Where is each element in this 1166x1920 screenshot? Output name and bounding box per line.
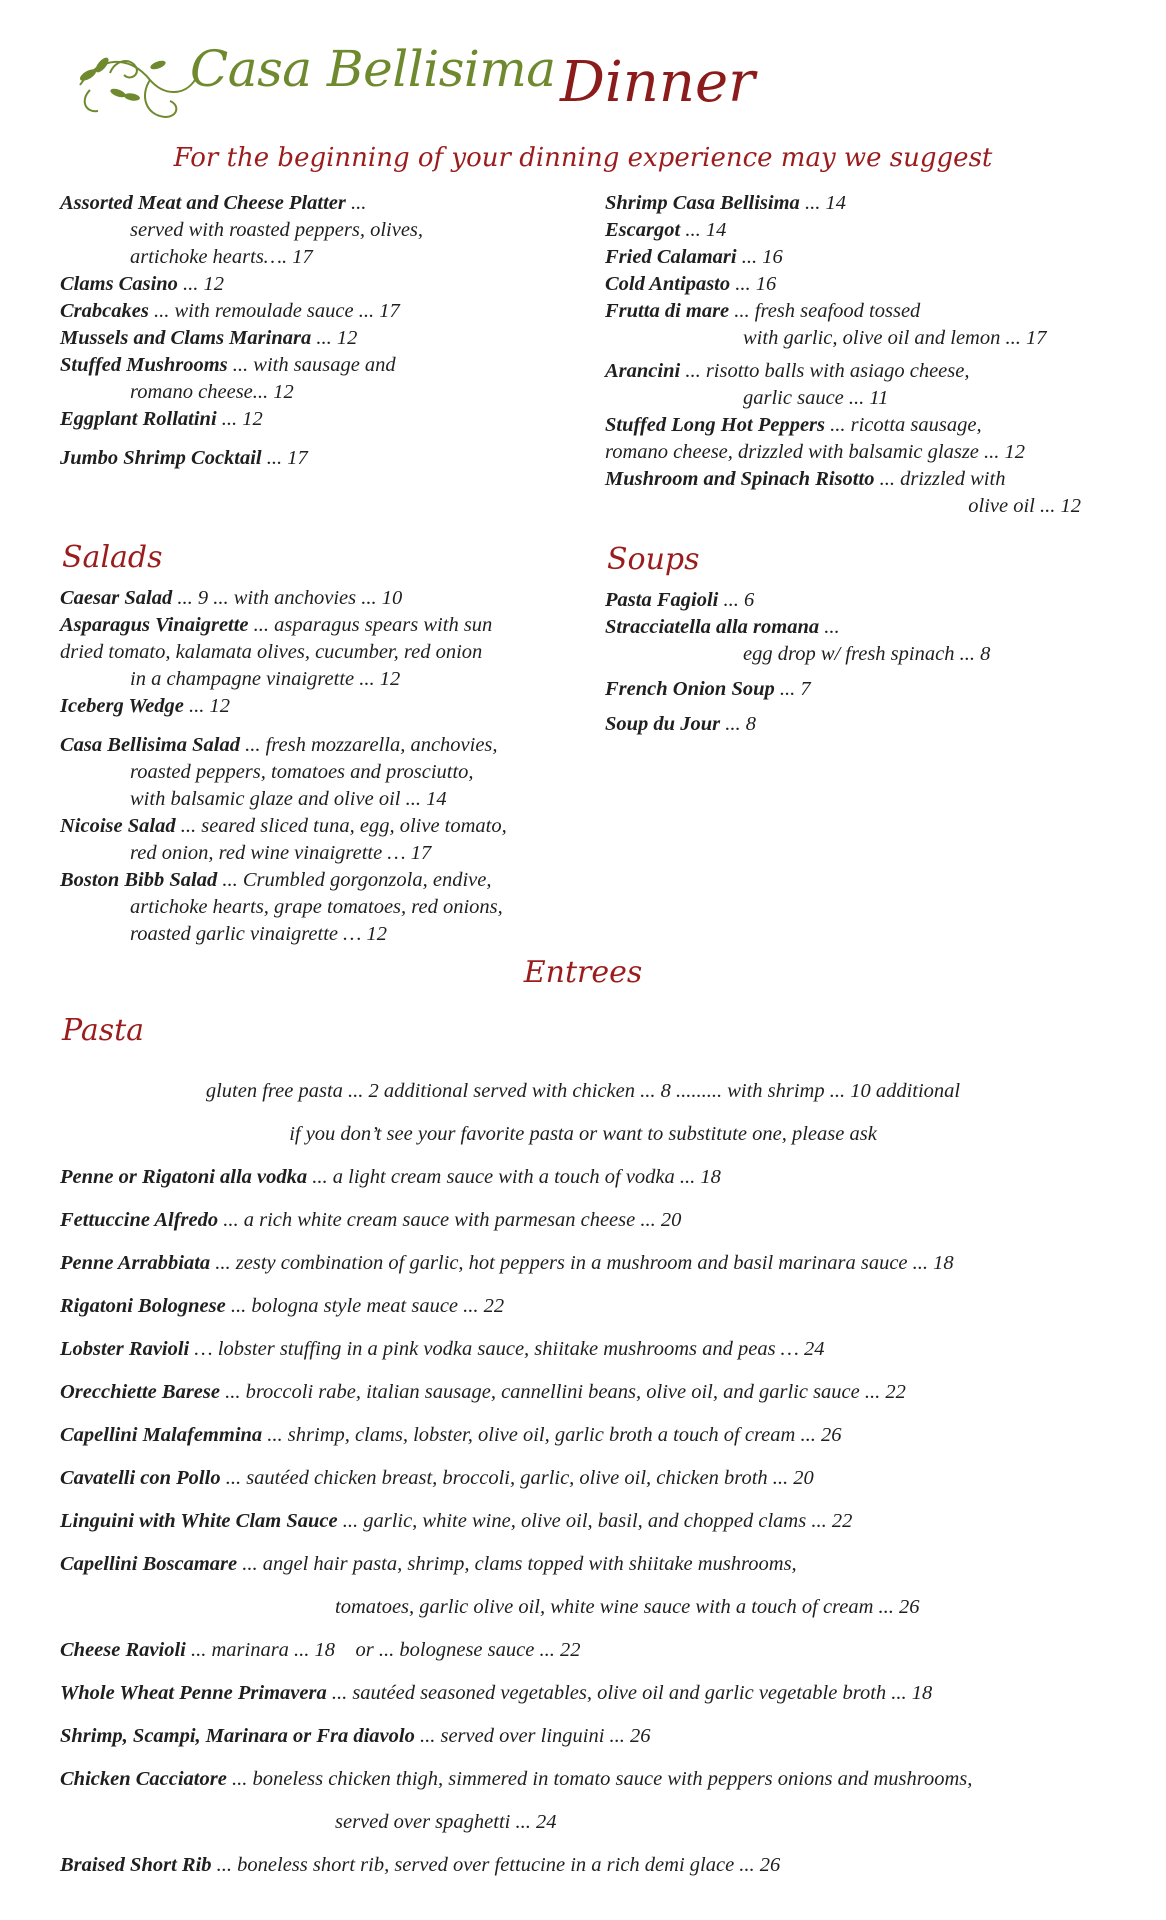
item-name: Boston Bibb Salad xyxy=(60,869,218,891)
item-name: Whole Wheat Penne Primavera xyxy=(60,1682,327,1704)
list-item: Penne or Rigatoni alla vodka ... a light cream sauce with a touch of vodka ... 18 xyxy=(60,1166,721,1188)
list-item: Stuffed Long Hot Peppers ... ricotta sausage, xyxy=(605,414,982,436)
list-item: Assorted Meat and Cheese Platter ... xyxy=(60,192,367,214)
item-continuation: romano cheese, drizzled with balsamic glasze ... 12 xyxy=(605,441,1026,463)
list-item: Boston Bibb Salad ... Crumbled gorgonzola, endive, xyxy=(60,869,492,891)
item-name: Capellini Boscamare xyxy=(60,1553,238,1575)
list-item: Cold Antipasto ... 16 xyxy=(605,273,777,295)
list-item: Clams Casino ... 12 xyxy=(60,273,225,295)
item-name: Pasta Fagioli xyxy=(605,589,719,611)
item-name: Caesar Salad xyxy=(60,587,173,609)
item-name: Fettuccine Alfredo xyxy=(60,1209,219,1231)
salads-list xyxy=(60,585,580,948)
list-item: Braised Short Rib ... boneless short rib, served over fettucine in a rich demi glace ... 26 xyxy=(60,1854,781,1876)
list-item: Asparagus Vinaigrette ... asparagus spears with sun xyxy=(60,614,493,636)
list-item: French Onion Soup ... 7 xyxy=(605,678,811,700)
list-item: Stuffed Mushrooms ... with sausage and xyxy=(60,354,396,376)
list-item: Pasta Fagioli ... 6 xyxy=(605,589,755,611)
brand-name: Casa Bellisima xyxy=(190,40,556,98)
tagline: For the beginning of your dinning experience may we suggest xyxy=(173,143,993,173)
item-name: Arancini xyxy=(605,360,681,382)
appetizers-right xyxy=(605,190,1085,520)
item-name: Mushroom and Spinach Risotto xyxy=(605,468,875,490)
item-name: Mussels and Clams Marinara xyxy=(60,327,312,349)
item-name: Chicken Cacciatore xyxy=(60,1768,227,1790)
item-name: Penne or Rigatoni alla vodka xyxy=(60,1166,308,1188)
item-name: Lobster Ravioli xyxy=(60,1338,190,1360)
list-item: Fried Calamari ... 16 xyxy=(605,246,783,268)
list-item: Orecchiette Barese ... broccoli rabe, italian sausage, cannellini beans, olive oil, and garlic sauce ... 22 xyxy=(60,1381,906,1403)
item-continuation: served with roasted peppers, olives, xyxy=(130,219,424,241)
list-item: Soup du Jour ... 8 xyxy=(605,713,756,735)
list-item: Shrimp Casa Bellisima ... 14 xyxy=(605,192,846,214)
item-continuation: romano cheese... 12 xyxy=(130,381,294,403)
item-continuation: garlic sauce ... 11 xyxy=(743,387,889,409)
item-name: Stracciatella alla romana xyxy=(605,616,820,638)
flourish-icon xyxy=(70,35,200,125)
list-item: Casa Bellisima Salad ... fresh mozzarella, anchovies, xyxy=(60,734,498,756)
brand-ornament xyxy=(70,35,200,130)
list-item: Iceberg Wedge ... 12 xyxy=(60,695,231,717)
list-item: Mussels and Clams Marinara ... 12 xyxy=(60,327,358,349)
item-name: Braised Short Rib xyxy=(60,1854,212,1876)
list-item: Cavatelli con Pollo ... sautéed chicken breast, broccoli, garlic, olive oil, chicken broth ... 20 xyxy=(60,1467,814,1489)
item-continuation: egg drop w/ fresh spinach ... 8 xyxy=(743,643,991,665)
item-name: French Onion Soup xyxy=(605,678,775,700)
item-name: Fried Calamari xyxy=(605,246,737,268)
item-name: Penne Arrabbiata xyxy=(60,1252,211,1274)
item-name: Frutta di mare xyxy=(605,300,730,322)
item-name: Stuffed Mushrooms xyxy=(60,354,228,376)
item-name: Shrimp Casa Bellisima xyxy=(605,192,800,214)
list-item: Linguini with White Clam Sauce ... garlic, white wine, olive oil, basil, and chopped clams ... 22 xyxy=(60,1510,853,1532)
item-name: Clams Casino xyxy=(60,273,178,295)
item-continuation: tomatoes, garlic olive oil, white wine sauce with a touch of cream ... 26 xyxy=(335,1596,920,1618)
list-item: Rigatoni Bolognese ... bologna style meat sauce ... 22 xyxy=(60,1295,505,1317)
soups-heading: Soups xyxy=(607,542,700,577)
list-item: Fettuccine Alfredo ... a rich white cream sauce with parmesan cheese ... 20 xyxy=(60,1209,682,1231)
list-item: Capellini Boscamare ... angel hair pasta, shrimp, clams topped with shiitake mushrooms, xyxy=(60,1553,797,1575)
item-name: Cheese Ravioli xyxy=(60,1639,186,1661)
item-name: Cavatelli con Pollo xyxy=(60,1467,221,1489)
list-item: Capellini Malafemmina ... shrimp, clams, lobster, olive oil, garlic broth a touch of cream ... 26 xyxy=(60,1424,842,1446)
item-continuation: served over spaghetti ... 24 xyxy=(335,1811,557,1833)
item-name: Jumbo Shrimp Cocktail xyxy=(60,447,262,469)
item-name: Soup du Jour xyxy=(605,713,721,735)
pasta-heading: Pasta xyxy=(62,1013,145,1048)
list-item: Whole Wheat Penne Primavera ... sautéed seasoned vegetables, olive oil and garlic vegetable broth ... 18 xyxy=(60,1682,933,1704)
list-item: Cheese Ravioli ... marinara ... 18 or ... bolognese sauce ... 22 xyxy=(60,1639,581,1661)
item-name: Casa Bellisima Salad xyxy=(60,734,240,756)
list-item: Eggplant Rollatini ... 12 xyxy=(60,408,263,430)
item-continuation: dried tomato, kalamata olives, cucumber, red onion xyxy=(60,641,483,663)
item-name: Shrimp, Scampi, Marinara or Fra diavolo xyxy=(60,1725,415,1747)
item-continuation: roasted garlic vinaigrette … 12 xyxy=(130,923,387,945)
item-name: Assorted Meat and Cheese Platter xyxy=(60,192,346,214)
list-item: Frutta di mare ... fresh seafood tossed xyxy=(605,300,921,322)
item-name: Capellini Malafemmina xyxy=(60,1424,263,1446)
list-item: Mushroom and Spinach Risotto ... drizzled with xyxy=(605,468,1006,490)
item-continuation: artichoke hearts…. 17 xyxy=(130,246,313,268)
page-title: Dinner xyxy=(560,50,755,115)
list-item: Jumbo Shrimp Cocktail ... 17 xyxy=(60,447,308,469)
list-item: Lobster Ravioli … lobster stuffing in a pink vodka sauce, shiitake mushrooms and peas … 24 xyxy=(60,1338,825,1360)
salads-heading: Salads xyxy=(62,540,163,575)
item-name: Rigatoni Bolognese xyxy=(60,1295,226,1317)
item-continuation: roasted peppers, tomatoes and prosciutto, xyxy=(130,761,474,783)
list-item: Arancini ... risotto balls with asiago cheese, xyxy=(605,360,970,382)
item-continuation: with garlic, olive oil and lemon ... 17 xyxy=(743,327,1047,349)
item-continuation: olive oil ... 12 xyxy=(968,495,1081,517)
item-name: Linguini with White Clam Sauce xyxy=(60,1510,338,1532)
item-continuation: with balsamic glaze and olive oil ... 14 xyxy=(130,788,447,810)
item-name: Eggplant Rollatini xyxy=(60,408,217,430)
item-name: Cold Antipasto xyxy=(605,273,731,295)
soups-list xyxy=(605,587,1085,738)
item-name: Crabcakes xyxy=(60,300,149,322)
list-item: Chicken Cacciatore ... boneless chicken thigh, simmered in tomato sauce with peppers onions and mushrooms, xyxy=(60,1768,973,1790)
appetizers-left xyxy=(60,190,580,472)
list-item: Escargot ... 14 xyxy=(605,219,727,241)
pasta-note-1: gluten free pasta ... 2 additional served with chicken ... 8 ......... with shrimp ... 10 additional xyxy=(205,1080,961,1102)
item-name: Escargot xyxy=(605,219,681,241)
item-name: Nicoise Salad xyxy=(60,815,176,837)
list-item: Caesar Salad ... 9 ... with anchovies ... 10 xyxy=(60,587,403,609)
item-continuation: red onion, red wine vinaigrette … 17 xyxy=(130,842,432,864)
item-name: Iceberg Wedge xyxy=(60,695,184,717)
list-item: Penne Arrabbiata ... zesty combination of garlic, hot peppers in a mushroom and basil marinara sauce ... 18 xyxy=(60,1252,954,1274)
entrees-heading: Entrees xyxy=(523,955,643,990)
item-continuation: artichoke hearts, grape tomatoes, red onions, xyxy=(130,896,503,918)
item-continuation: in a champagne vinaigrette ... 12 xyxy=(130,668,401,690)
list-item: Nicoise Salad ... seared sliced tuna, egg, olive tomato, xyxy=(60,815,507,837)
pasta-note-2: if you don’t see your favorite pasta or want to substitute one, please ask xyxy=(289,1123,877,1145)
list-item: Shrimp, Scampi, Marinara or Fra diavolo ... served over linguini ... 26 xyxy=(60,1725,651,1747)
item-name: Stuffed Long Hot Peppers xyxy=(605,414,825,436)
item-name: Orecchiette Barese xyxy=(60,1381,220,1403)
list-item: Stracciatella alla romana ... xyxy=(605,616,840,638)
item-name: Asparagus Vinaigrette xyxy=(60,614,249,636)
list-item: Crabcakes ... with remoulade sauce ... 17 xyxy=(60,300,400,322)
